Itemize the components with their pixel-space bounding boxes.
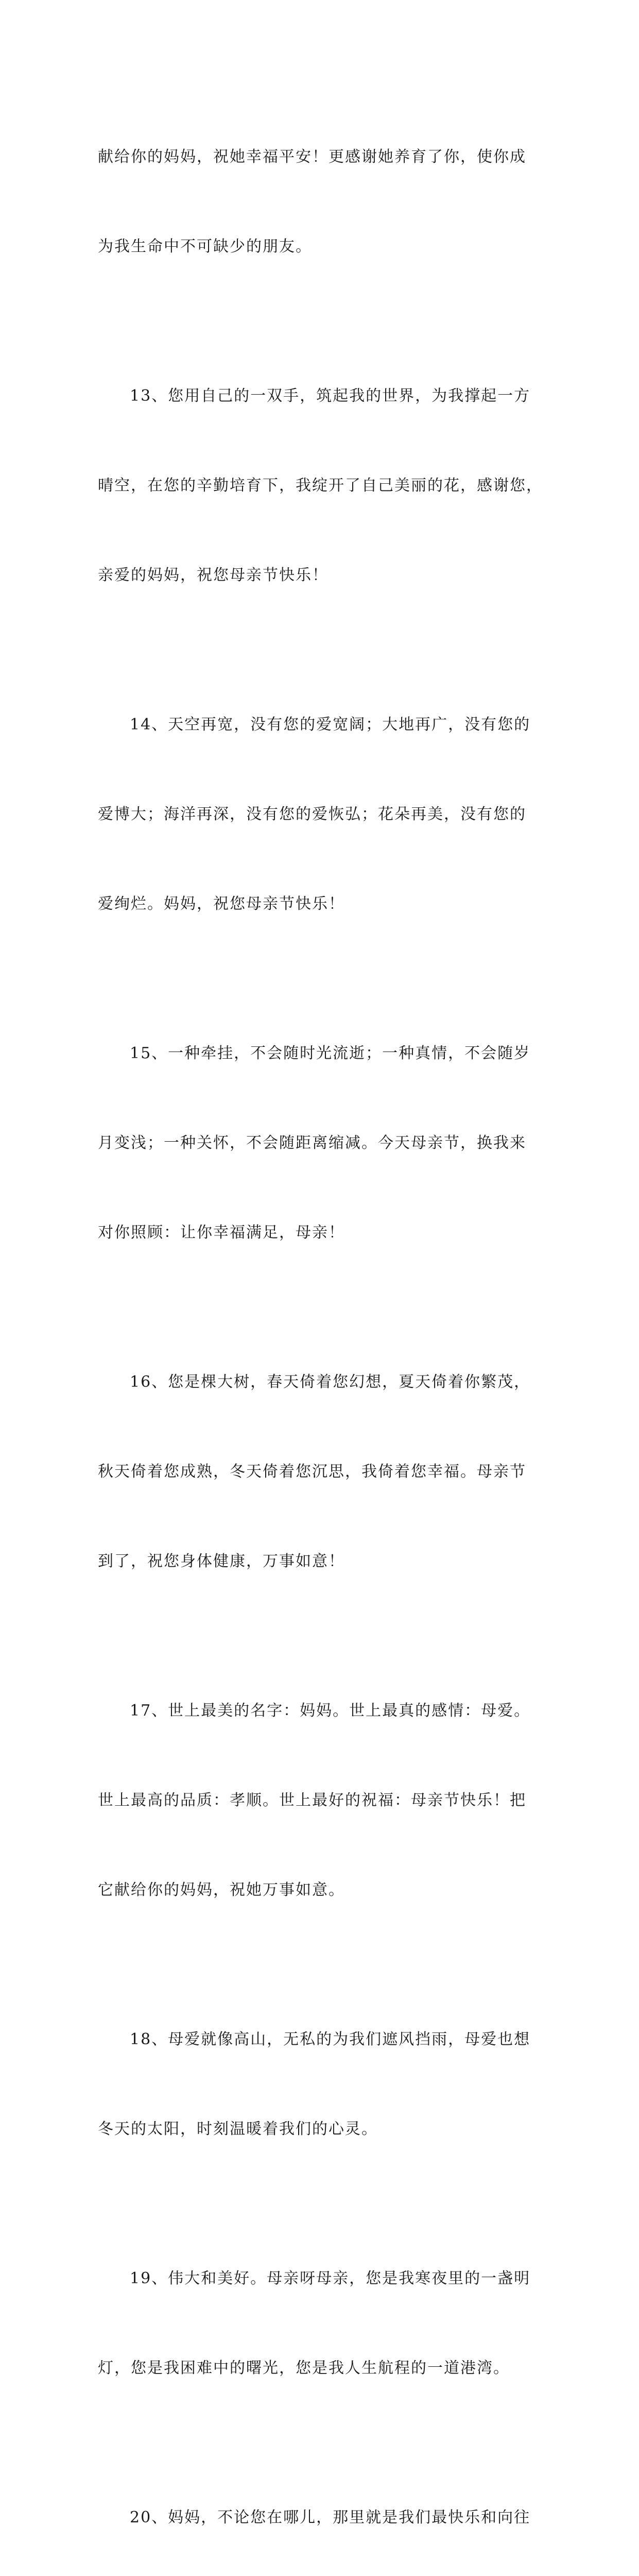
text-line: 16、您是棵大树，春天倚着您幻想，夏天倚着你繁茂，	[130, 1373, 531, 1391]
text-line: 20、妈妈，不论您在哪儿，那里就是我们最快乐和向往	[130, 2509, 531, 2527]
text-line: 对你照顾：让你幸福满足，母亲！	[98, 1224, 345, 1242]
text-line: 爱博大；海洋再深，没有您的爱恢弘；花朵再美，没有您的	[98, 805, 526, 823]
paragraph-15	[98, 979, 551, 1308]
text-line: 它献给你的妈妈，祝她万事如意。	[98, 1881, 345, 1899]
text-line: 亲爱的妈妈，祝您母亲节快乐！	[98, 566, 329, 584]
text-line: 献给你的妈妈，祝她幸福平安！更感谢她养育了你，使你成	[98, 148, 526, 166]
text-line: 18、母爱就像高山，无私的为我们遮风挡雨，母爱也想	[130, 2030, 531, 2048]
text-line: 灯，您是我困难中的曙光，您是我人生航程的一道港湾。	[98, 2359, 510, 2377]
text-line: 世上最高的品质：孝顺。世上最好的祝福：母亲节快乐！把	[98, 1791, 526, 1809]
text-line: 爱绚烂。妈妈，祝您母亲节快乐！	[98, 895, 345, 913]
text-line: 为我生命中不可缺少的朋友。	[98, 238, 312, 256]
paragraph-13	[98, 321, 551, 650]
text-line: 晴空，在您的辛勤培育下，我绽开了自己美丽的花，感谢您，	[98, 477, 543, 495]
document-body	[98, 82, 551, 2576]
text-line: 17、世上最美的名字：妈妈。世上最真的感情：母爱。	[130, 1702, 531, 1720]
text-line: 13、您用自己的一双手，筑起我的世界，为我撑起一方	[130, 387, 531, 405]
paragraph-20	[98, 2443, 551, 2576]
text-line: 月变浅；一种关怀，不会随距离缩减。今天母亲节，换我来	[98, 1134, 526, 1152]
text-line: 到了，祝您身体健康，万事如意！	[98, 1552, 345, 1570]
paragraph-14	[98, 650, 551, 979]
paragraph-18	[98, 1965, 551, 2204]
paragraph-16	[98, 1308, 551, 1636]
paragraph-17	[98, 1636, 551, 1965]
paragraph-19	[98, 2204, 551, 2443]
text-line: 冬天的太阳，时刻温暖着我们的心灵。	[98, 2120, 378, 2138]
text-line: 15、一种牵挂，不会随时光流逝；一种真情，不会随岁	[130, 1044, 531, 1062]
text-line: 14、天空再宽，没有您的爱宽阔；大地再广，没有您的	[130, 716, 531, 734]
text-line: 19、伟大和美好。母亲呀母亲，您是我寒夜里的一盏明	[130, 2269, 531, 2287]
paragraph-12-continued	[98, 82, 551, 321]
text-line: 秋天倚着您成熟，冬天倚着您沉思，我倚着您幸福。母亲节	[98, 1463, 526, 1481]
